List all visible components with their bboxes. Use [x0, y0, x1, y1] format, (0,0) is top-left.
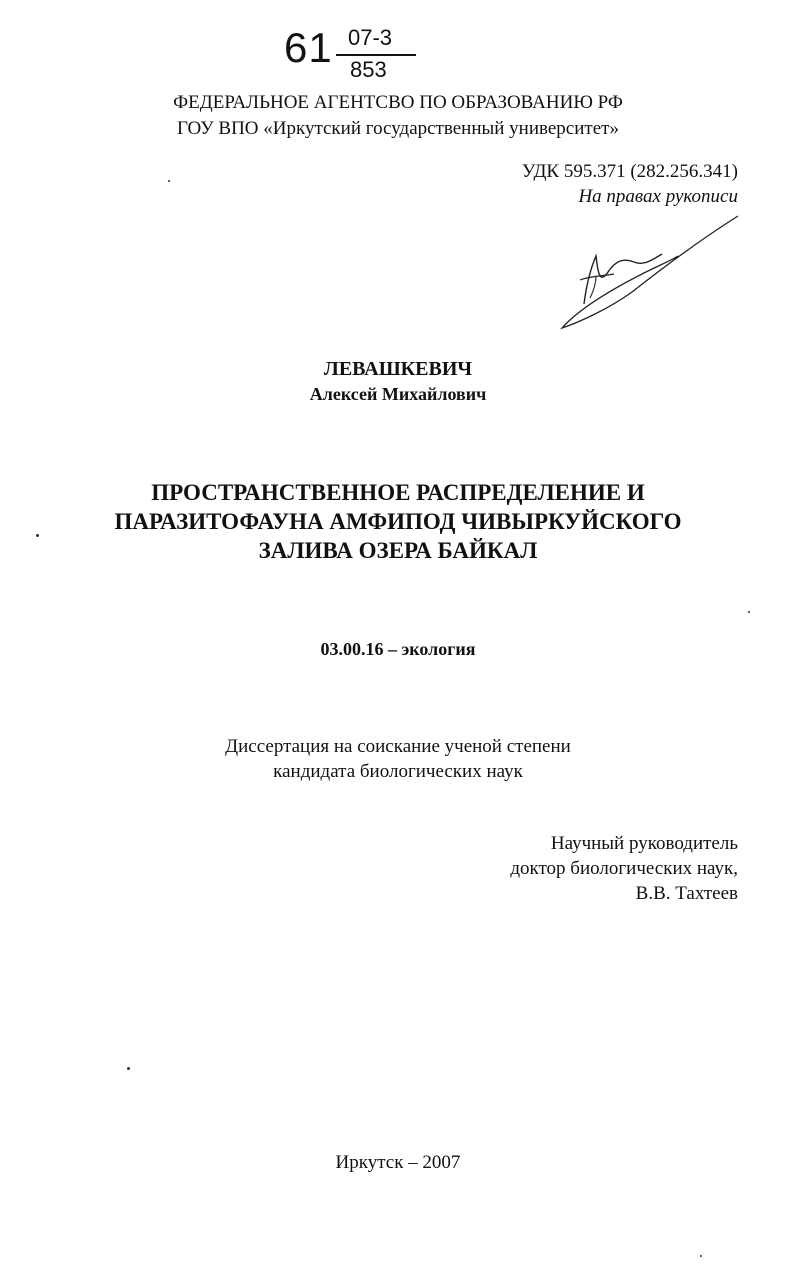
agency-heading: ФЕДЕРАЛЬНОЕ АГЕНТСВО ПО ОБРАЗОВАНИЮ РФ: [173, 92, 623, 113]
stamp-bottom-code: 853: [350, 57, 387, 82]
author-given-names: Алексей Михайлович: [309, 384, 487, 404]
scan-speck: [36, 534, 39, 537]
manuscript-rights: На правах рукописи: [578, 186, 738, 207]
author-surname: ЛЕВАШКЕВИЧ: [323, 358, 473, 380]
signature-scribble: [550, 210, 750, 340]
scan-speck: [168, 180, 170, 182]
specialty-code: 03.00.16 – экология: [320, 639, 476, 659]
udk-code: УДК 595.371 (282.256.341): [521, 161, 738, 182]
place-and-year: Иркутск – 2007: [335, 1152, 461, 1173]
dissertation-title-line-3: ЗАЛИВА ОЗЕРА БАЙКАЛ: [258, 538, 538, 563]
scan-speck: [127, 1067, 130, 1070]
stamp-top-code: 07-3: [348, 25, 393, 50]
dissertation-title-line-1: ПРОСТРАНСТВЕННОЕ РАСПРЕДЕЛЕНИЕ И: [151, 480, 645, 505]
scan-speck: [748, 611, 750, 613]
supervisor-name: В.В. Тахтеев: [635, 883, 738, 904]
degree-line-1: Диссертация на соискание ученой степени: [225, 736, 571, 757]
supervisor-role: Научный руководитель: [550, 833, 738, 854]
stamp-divider: [336, 54, 416, 56]
degree-line-2: кандидата биологических наук: [273, 761, 523, 782]
stamp-number: 61: [284, 24, 333, 71]
supervisor-degree: доктор биологических наук,: [510, 858, 738, 879]
dissertation-title-line-2: ПАРАЗИТОФАУНА АМФИПОД ЧИВЫРКУЙСКОГО: [114, 509, 682, 534]
university-heading: ГОУ ВПО «Иркутский государственный университет»: [177, 118, 619, 139]
scan-speck: [700, 1255, 702, 1257]
